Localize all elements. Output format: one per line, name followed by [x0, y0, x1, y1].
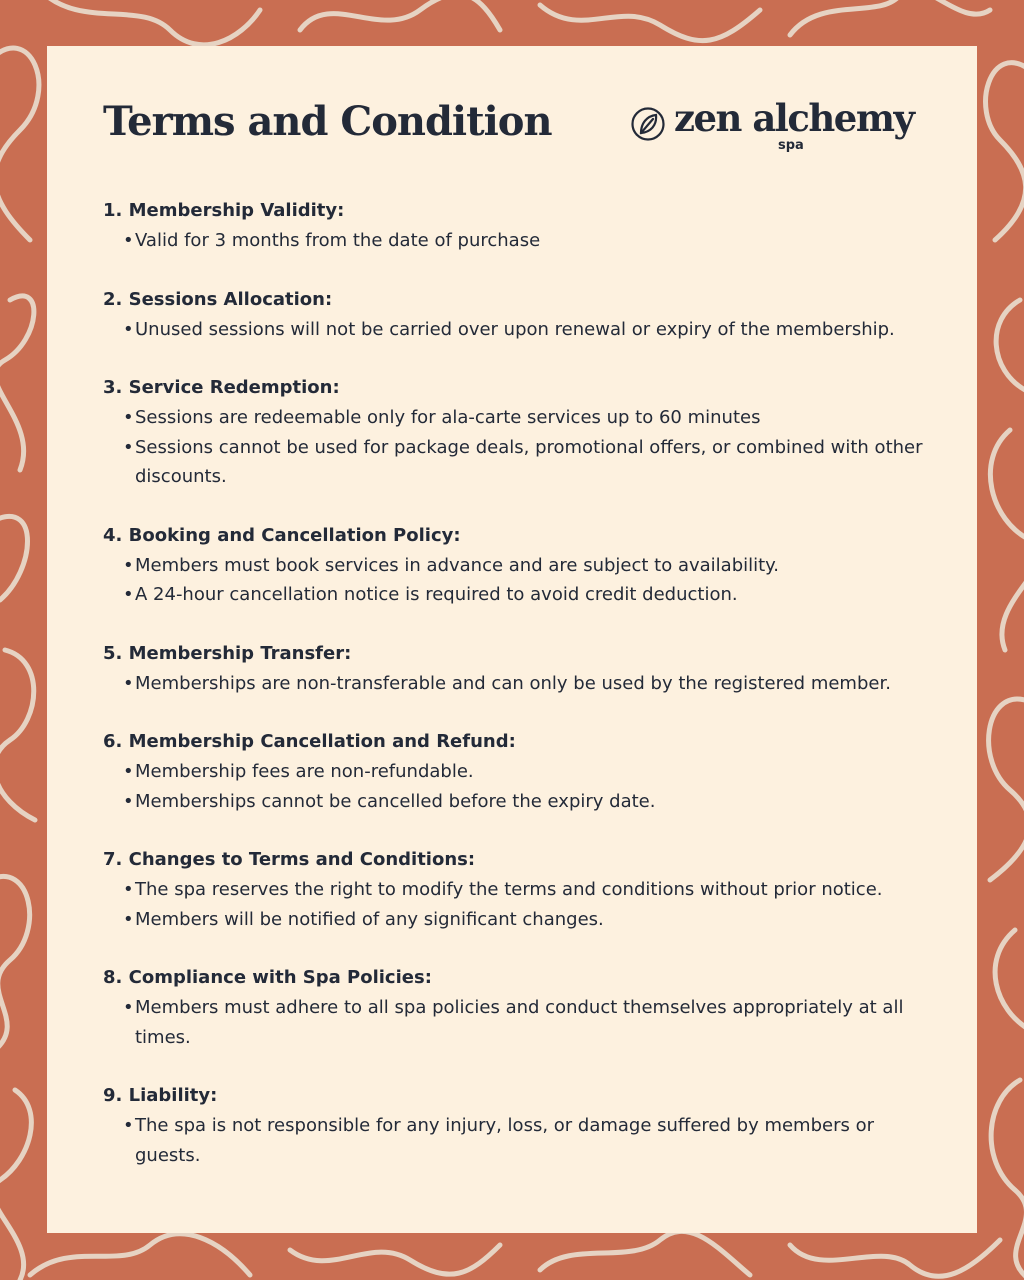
bullet-text: A 24-hour cancellation notice is required to avoid credit deduction.: [135, 584, 738, 605]
bullet-item: • Unused sessions will not be carried over upon renewal or expiry of the membership.: [123, 318, 895, 340]
section-heading: 8. Compliance with Spa Policies:: [103, 967, 432, 988]
section-heading: 7. Changes to Terms and Conditions:: [103, 849, 476, 870]
bullet-item: • Memberships cannot be cancelled before the expiry date.: [123, 790, 656, 812]
bullet-text: The spa reserves the right to modify the terms and conditions without prior notice.: [135, 879, 883, 900]
terms-section: [103, 727, 933, 816]
bullet-text: Membership fees are non-refundable.: [135, 761, 474, 782]
bullet-item: • A 24-hour cancellation notice is required to avoid credit deduction.: [123, 584, 738, 605]
bullet-text: Sessions are redeemable only for ala-carte services up to 60 minutes: [135, 407, 761, 428]
terms-section: [103, 285, 933, 345]
terms-section: [103, 1081, 933, 1170]
section-heading: 3. Service Redemption:: [103, 377, 340, 398]
brand-subtitle: spa: [778, 138, 804, 153]
bullet-text: Memberships are non-transferable and can only be used by the registered member.: [135, 672, 891, 694]
bullet-text: Memberships cannot be cancelled before the expiry date.: [135, 790, 656, 812]
section-heading: 6. Membership Cancellation and Refund:: [103, 731, 516, 752]
bullet-item: • Sessions are redeemable only for ala-carte services up to 60 minutes: [123, 407, 761, 428]
section-heading: 4. Booking and Cancellation Policy:: [103, 524, 461, 546]
section-heading: 1. Membership Validity:: [103, 200, 345, 221]
bullet-item: • The spa is not responsible for any injury, loss, or damage suffered by members or guests.: [123, 1115, 874, 1166]
terms-section: [103, 373, 933, 492]
bullet-text: Members must adhere to all spa policies and conduct themselves appropriately at all times.: [135, 997, 904, 1048]
bullet-text: Sessions cannot be used for package deals, promotional offers, or combined with other discounts.: [135, 436, 923, 487]
bullet-item: • Members must adhere to all spa policies and conduct themselves appropriately at all times.: [123, 997, 904, 1048]
bullet-text: Valid for 3 months from the date of purchase: [135, 230, 541, 251]
bullet-item: • Members will be notified of any significant changes.: [123, 908, 604, 930]
terms-section: [103, 639, 933, 699]
terms-section: [103, 963, 933, 1052]
bullet-item: • Members must book services in advance and are subject to availability.: [123, 554, 779, 576]
bullet-item: • Sessions cannot be used for package deals, promotional offers, or combined with other discounts.: [123, 436, 923, 487]
terms-list: [103, 196, 933, 1199]
bullet-text: Members must book services in advance and are subject to availability.: [135, 554, 779, 576]
terms-section: [103, 845, 933, 934]
terms-card: [47, 46, 977, 1233]
bullet-text: Unused sessions will not be carried over upon renewal or expiry of the membership.: [135, 318, 895, 340]
bullet-item: • The spa reserves the right to modify the terms and conditions without prior notice.: [123, 879, 883, 900]
bullet-text: The spa is not responsible for any injury, loss, or damage suffered by members or guests.: [135, 1115, 874, 1166]
section-heading: 5. Membership Transfer:: [103, 642, 352, 664]
terms-section: [103, 196, 933, 256]
bullet-item: • Memberships are non-transferable and can only be used by the registered member.: [123, 672, 891, 694]
bullet-item: • Membership fees are non-refundable.: [123, 761, 474, 782]
brand-name: zen alchemy: [674, 96, 914, 140]
terms-section: [103, 521, 933, 610]
leaf-circle-icon: [630, 106, 666, 142]
brand-logo: [630, 96, 920, 160]
section-heading: 2. Sessions Allocation:: [103, 288, 333, 310]
section-heading: 9. Liability:: [103, 1085, 218, 1106]
bullet-text: Members will be notified of any significant changes.: [135, 908, 604, 930]
bullet-item: • Valid for 3 months from the date of purchase: [123, 230, 541, 251]
page-title: Terms and Condition: [103, 98, 552, 145]
